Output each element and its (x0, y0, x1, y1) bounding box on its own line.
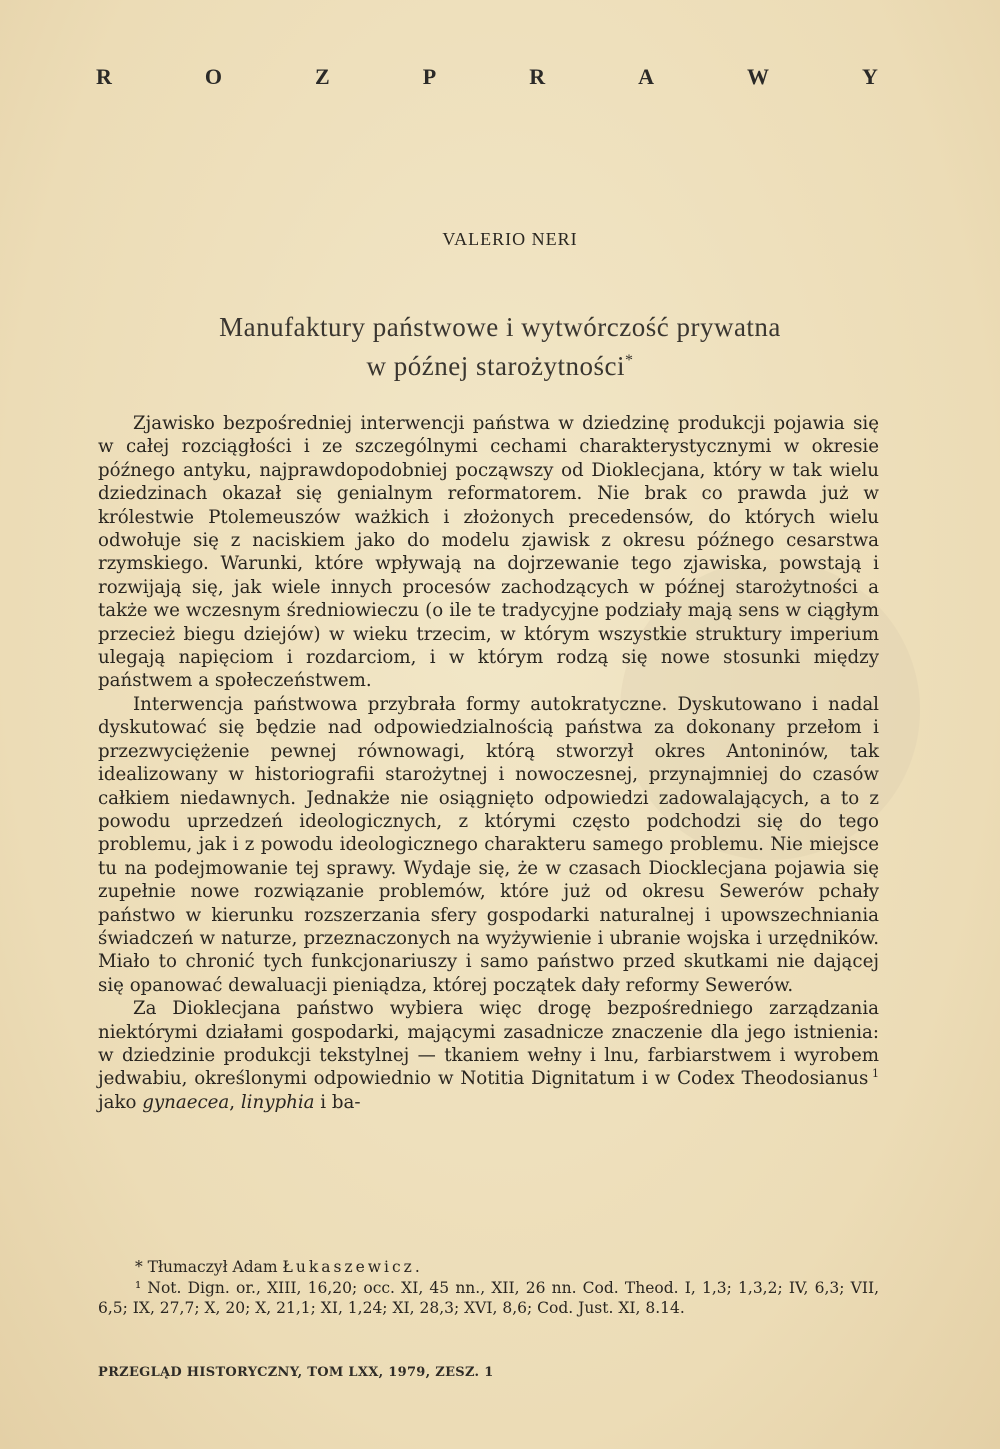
author-name: VALERIO NERI (442, 229, 578, 249)
translator-prefix: * Tłumaczył Adam (135, 1258, 283, 1276)
term-linyphia: linyphia (240, 1091, 315, 1113)
paragraph-2: Interwencja państwowa przybrała formy autokratyczne. Dyskutowano i nadal dyskutować się będzie nad odpowiedzialnością państwa za dokonany przełom i przezwyciężenie pewnej równowagi, którą stworzył okres Antoninów, tak idealizowany w historiografii starożytnej i nowoczesnej, przynajmniej do czasów całkiem niedawnych. Jednakże nie osiągnięto odpowiedzi zadowalających, a to z powodu uprzedzeń ideologicznych, z którymi często podchodzi się do tego problemu, jak i z powodu ideologicznego charakteru samego problemu. Nie miejsce tu na podejmowanie tej sprawy. Wydaje się, że w czasach Diocklecjana pojawia się zupełnie nowe rozwiązanie problemów, które już od okresu Sewerów pchały państwo w kierunku rozszerzania sfery gospodarki naturalnej i upowszechniania świadczeń w naturze, przeznaczonych na wyżywienie i ubranie wojska i urzędników. Miało to chronić tych funkcjonariuszy i samo państwo przed skutkami nie dającej się opanować dewaluacji pieniądza, której początek dały reformy Sewerów. (98, 693, 879, 996)
title-line-1: Manufaktury państwowe i wytwórczość prywatna (219, 312, 781, 342)
section-letter: P (422, 64, 439, 89)
translator-note (98, 1257, 879, 1278)
section-header (96, 64, 880, 90)
footnote-1: ¹ Not. Dign. or., XIII, 16,20; occ. XI, 45 nn., XII, 26 nn. Cod. Theod. I, 1,3; 1,3,2; IV, 6,3; VII, 6,5; IX, 27,7; X, 20; X, 21,1; XI, 1,24; XI, 28,3; XVI, 8,6; Cod. Just. XI, 8.14. (98, 1278, 879, 1317)
footnote-reference-1: 1 (872, 1067, 879, 1081)
paragraph-3-end: i ba- (314, 1091, 361, 1113)
paragraph-3-separator: , (229, 1091, 241, 1113)
title-line-2 (0, 344, 1000, 383)
journal-footer: PRZEGLĄD HISTORYCZNY, TOM LXX, 1979, ZESZ. 1 (98, 1365, 494, 1380)
paragraph-3 (98, 997, 879, 1114)
translator-name: Łukaszewicz. (282, 1258, 423, 1276)
article-body (98, 412, 879, 1114)
title-line-2-text: w późnej starożytności (366, 351, 625, 381)
section-letter: W (747, 64, 772, 89)
term-gynaecea: gynaecea (142, 1091, 230, 1113)
section-letter: Z (315, 64, 332, 89)
section-letter: R (96, 64, 114, 89)
section-letter: A (638, 64, 657, 89)
paragraph-1: Zjawisko bezpośredniej interwencji państwa w dziedzinę produkcji pojawia się w całej rozciągłości i ze szczególnymi cechami charakterystycznymi w okresie późnego antyku, najprawdopodobniej począwszy od Dioklecjana, który w tak wielu dziedzinach okazał się genialnym reformatorem. Nie brak co prawda już w królestwie Ptolemeuszów ważkich i złożonych precedensów, do których wielu odwołuje się z naciskiem jako do modelu zjawisk z okresu późnego cesarstwa rzymskiego. Warunki, które wpływają na dojrzewanie tego zjawiska, powstają i rozwijają się, jak wiele innych procesów zachodzących w późnej starożytności a także we wczesnym średniowieczu (o ile te tradycyjne podziały mają sens w ciągłym przecież biegu dziejów) w wieku trzecim, w którym wszystkie struktury imperium ulegają napięciom i rozdarciom, i w którym rodzą się nowe stosunki między państwem a społeczeństwem. (98, 413, 879, 692)
section-letter: R (529, 64, 548, 89)
section-letter: O (204, 64, 225, 89)
title-footnote-marker: * (624, 352, 634, 369)
paragraph-3-text: Za Dioklecjana państwo wybiera więc drogę bezpośredniego zarządzania niektórymi działami gospodarki, mającymi zasadnicze znaczenie dla jego istnienia: w dziedzinie produkcji tekstylnej — tkaniem wełny i lnu, farbiarstwem i wyrobem jedwabiu, określonymi odpowiednio w Notitia Dignitatum i w Codex Theodosianus (98, 998, 879, 1090)
footnotes (98, 1257, 879, 1319)
section-letter: Y (862, 64, 880, 89)
paragraph-3-jako: jako (98, 1091, 143, 1113)
article-title (0, 310, 1000, 383)
